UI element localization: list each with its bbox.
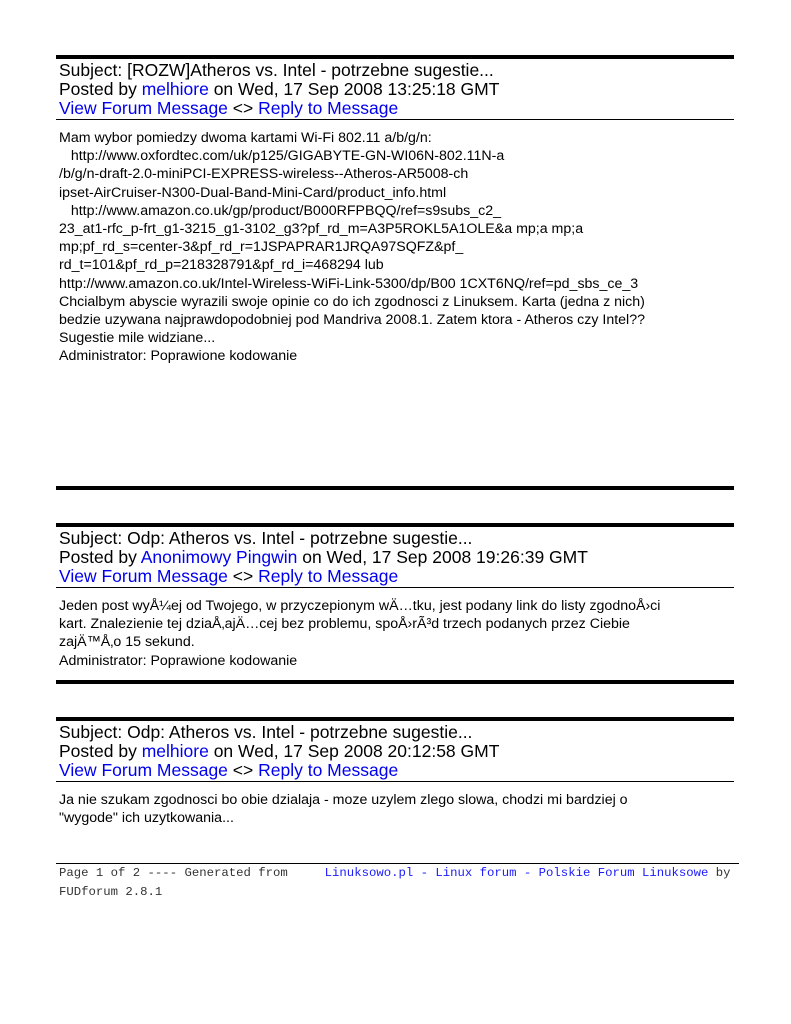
action-separator: <> <box>232 760 254 780</box>
post-header <box>56 529 734 586</box>
post-subject: Subject: [ROZW]Atheros vs. Intel - potrzebne sugestie... <box>59 60 494 80</box>
posted-by-label: Posted by <box>59 547 137 567</box>
body-line: 23_at1-rfc_p-frt_g1-3215_g1-3102_g3?pf_rd_m=A3P5ROKL5A1OLE&a mp;a mp;a <box>59 221 584 238</box>
page-footer <box>56 863 739 902</box>
post-actions <box>59 567 734 586</box>
reply-to-message-link[interactable]: Reply to Message <box>258 760 399 780</box>
action-separator: <> <box>232 98 254 118</box>
post-top-rule <box>56 523 734 527</box>
body-line: bedzie uzywana najprawdopodobniej pod Mandriva 2008.1. Zatem ktora - Atheros czy Intel?? <box>59 312 645 329</box>
body-line: /b/g/n-draft-2.0-miniPCI-EXPRESS-wireless--Atheros-AR5008-ch <box>59 166 469 183</box>
post-header-rule <box>56 781 734 782</box>
body-line: mp;pf_rd_s=center-3&pf_rd_r=1JSPAPRAR1JRQA97SQFZ&pf_ <box>59 239 464 256</box>
view-forum-message-link[interactable]: View Forum Message <box>59 98 228 118</box>
footer-by-text: by FUDforum 2.8.1 <box>59 866 731 899</box>
post-meta <box>59 80 734 99</box>
posted-by-label: Posted by <box>59 741 137 761</box>
post-subject: Subject: Odp: Atheros vs. Intel - potrzebne sugestie... <box>59 722 473 742</box>
forum-post <box>56 55 734 366</box>
view-forum-message-link[interactable]: View Forum Message <box>59 760 228 780</box>
body-line: Chcialbym abyscie wyrazili swoje opinie co do ich zgodnosci z Linuksem. Karta (jedna z nich) <box>59 293 645 310</box>
post-body <box>56 791 734 827</box>
post-actions <box>59 99 734 118</box>
body-line: http://www.amazon.co.uk/gp/product/B000RFPBQQ/ref=s9subs_c2_ <box>59 202 502 219</box>
reply-to-message-link[interactable]: Reply to Message <box>258 98 399 118</box>
post-actions <box>59 761 734 780</box>
post-body <box>56 597 734 670</box>
footer-page-text: Page 1 of 2 ---- Generated from <box>59 866 288 880</box>
body-line: Ja nie szukam zgodnosci bo obie dzialaja - moze uzylem zlego slowa, chodzi mi bardziej o <box>59 792 628 808</box>
author-link[interactable]: melhiore <box>141 79 209 99</box>
post-header-rule <box>56 587 734 588</box>
post-meta <box>59 742 734 761</box>
post-meta <box>59 548 734 567</box>
body-line: Administrator: Poprawione kodowanie <box>59 348 298 365</box>
post-bottom-rule <box>56 486 734 490</box>
body-line: kart. Znalezienie tej dziaÅ‚ajÄ…cej bez problemu, spoÅ›rÃ³d trzech podanych przez Ciebie <box>59 616 630 633</box>
body-line: zajÄ™Å‚o 15 sekund. <box>59 634 195 651</box>
forum-post <box>56 523 734 670</box>
body-line: ipset-AirCruiser-N300-Dual-Band-Mini-Card/product_info.html <box>59 184 447 201</box>
post-date: on Wed, 17 Sep 2008 13:25:18 GMT <box>213 79 500 99</box>
forum-post <box>56 717 734 827</box>
post-bottom-rule <box>56 680 734 684</box>
post-top-rule <box>56 717 734 721</box>
body-line: http://www.oxfordtec.com/uk/p125/GIGABYTE-GN-WI06N-802.11N-a <box>59 148 505 165</box>
post-header <box>56 723 734 780</box>
post-header-rule <box>56 119 734 120</box>
post-date: on Wed, 17 Sep 2008 19:26:39 GMT <box>302 547 588 567</box>
posted-by-label: Posted by <box>59 79 137 99</box>
post-header <box>56 61 734 118</box>
post-date: on Wed, 17 Sep 2008 20:12:58 GMT <box>213 741 500 761</box>
post-body <box>56 129 734 366</box>
view-forum-message-link[interactable]: View Forum Message <box>59 566 228 586</box>
body-line: rd_t=101&pf_rd_p=218328791&pf_rd_i=468294 lub <box>59 257 384 274</box>
footer-site-link[interactable]: Linuksowo.pl - Linux forum - Polskie Forum Linuksowe <box>324 866 709 880</box>
post-top-rule <box>56 55 734 59</box>
body-line: Mam wybor pomiedzy dwoma kartami Wi-Fi 802.11 a/b/g/n: <box>59 130 432 146</box>
reply-to-message-link[interactable]: Reply to Message <box>258 566 399 586</box>
body-line: http://www.amazon.co.uk/Intel-Wireless-WiFi-Link-5300/dp/B00 1CXT6NQ/ref=pd_sbs_ce_3 <box>59 275 639 292</box>
action-separator: <> <box>232 566 254 586</box>
body-line: "wygode" ich uzytkowania... <box>59 810 234 827</box>
body-line: Sugestie mile widziane... <box>59 330 216 347</box>
author-link[interactable]: Anonimowy Pingwin <box>140 547 298 567</box>
post-subject: Subject: Odp: Atheros vs. Intel - potrzebne sugestie... <box>59 528 473 548</box>
author-link[interactable]: melhiore <box>141 741 209 761</box>
body-line: Administrator: Poprawione kodowanie <box>59 652 298 669</box>
body-line: Jeden post wyÅ¼ej od Twojego, w przyczepionym wÄ…tku, jest podany link do listy zgodnoÅ›ci <box>59 598 661 614</box>
